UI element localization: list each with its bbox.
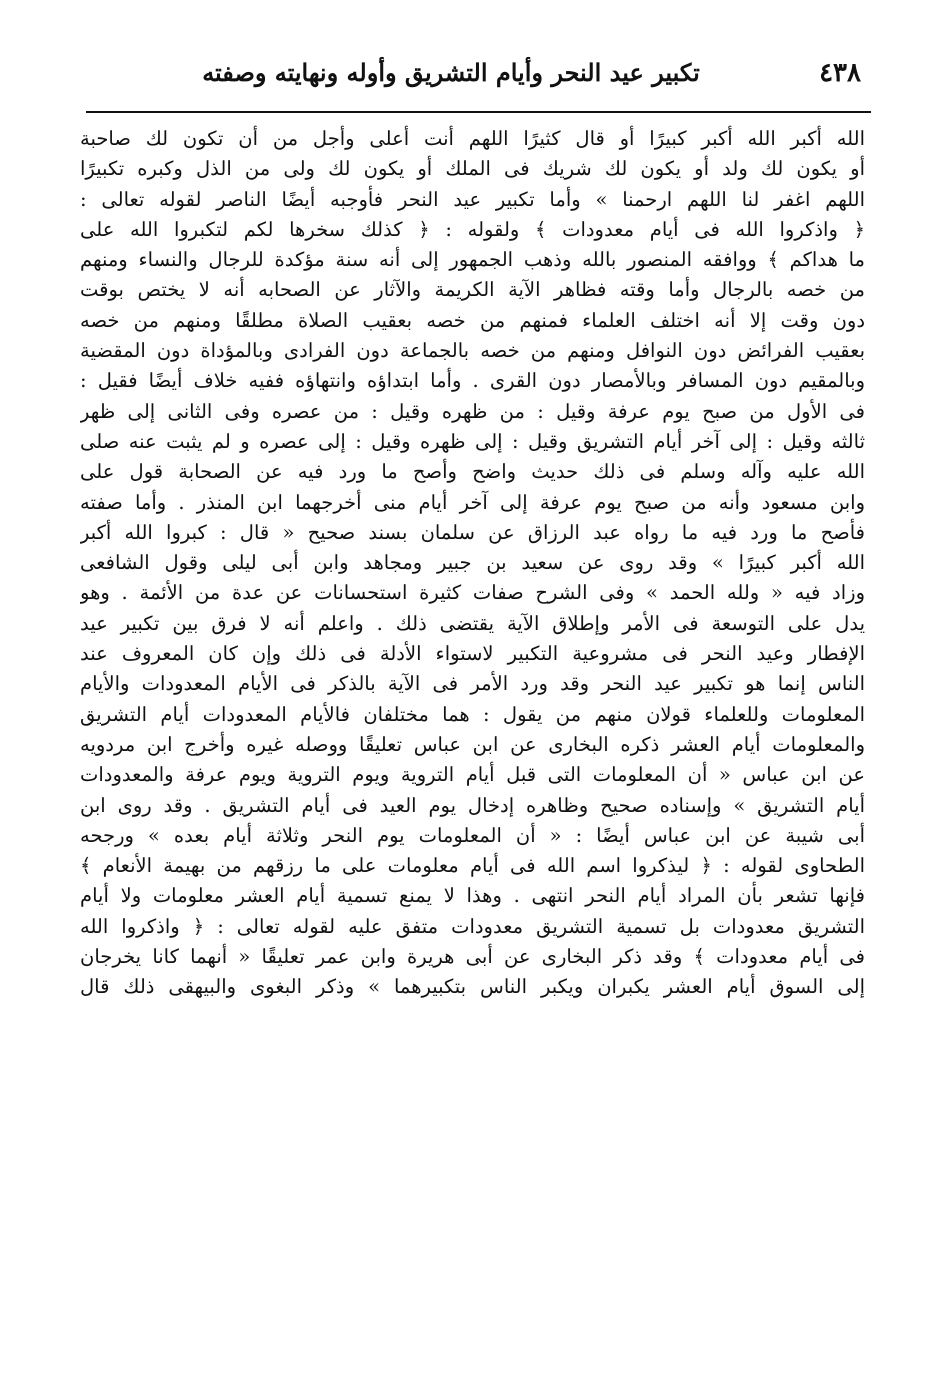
text-line: أو يكون لك ولد أو يكون لك شريك فى الملك أو يكون لك ولى من الذل وكبره تكبيرًا [80,157,865,181]
text-line: المعلومات وللعلماء قولان منهم من يقول : هما مختلفان فالأيام المعدودات أيام التشريق [80,702,865,726]
text-line: ما هداكم ﴾ ووافقه المنصور بالله وذهب الجمهور إلى أنه سنة مؤكدة للرجال والنساء ومنهم [80,248,865,272]
text-line: أيام التشريق » وإسناده صحيح وظاهره إدخال يوم العيد فى أيام التشريق . وقد روى ابن [80,793,865,817]
text-line: إلى السوق أيام العشر يكبران ويكبر الناس بتكبيرهما » وذكر البغوى والبيهقى ذلك قال [80,975,865,999]
running-title: تكبير عيد النحر وأيام التشريق وأوله ونهايته وصفته [202,58,700,87]
text-line: ثالثه وقيل : إلى آخر أيام التشريق وقيل : إلى ظهره وقيل : إلى عصره و لم يثبت عنه صلى [80,429,865,453]
text-line: اللهم اغفر لنا اللهم ارحمنا » وأما تكبير عيد النحر فأوجبه أيضًا الناصر لقوله تعالى : [80,187,865,211]
text-line: أبى شيبة عن ابن عباس أيضًا : « أن المعلومات يوم النحر وثلاثة أيام بعده » ورجحه [80,823,865,847]
text-line: فأصح ما ورد فيه ما رواه عبد الرزاق عن سلمان بسند صحيح « قال : كبروا الله أكبر [80,520,865,544]
text-line: وبالمقيم دون المسافر وبالأمصار دون القرى . وأما ابتداؤه وانتهاؤه ففيه خلاف أيضًا فقيل : [80,369,865,393]
body-text [80,124,865,1003]
text-line: عن ابن عباس « أن المعلومات التى قبل أيام التروية ويوم التروية ويوم عرفة والمعدودات [80,763,865,787]
text-line: وابن مسعود وأنه من صبح يوم عرفة إلى آخر أيام منى أخرجهما ابن المنذر . وأما صفته [80,490,865,514]
header-rule [86,111,871,113]
text-line: الإفطار وعيد النحر فى مشروعية التكبير لاستواء الأدلة فى ذلك وإن كان المعروف عند [80,642,865,666]
text-line: فى الأول من صبح يوم عرفة وقيل : من ظهره وقيل : من عصره وفى الثانى إلى ظهر [80,399,865,423]
text-line: وزاد فيه « ولله الحمد » وفى الشرح صفات كثيرة استحسانات عن عدة من الأئمة . وهو [80,581,865,605]
text-line: الله أكبر كبيرًا » وقد روى عن سعيد بن جبير ومجاهد وابن أبى ليلى وقول الشافعى [80,551,865,575]
text-line: من خصه بالرجال وأما وقته فظاهر الآية الكريمة والآثار عن الصحابه أنه لا يختص بوقت [80,278,865,302]
text-line: فى أيام معدودات ﴾ وقد ذكر البخارى عن أبى هريرة وابن عمر تعليقًا « أنهما كانا يخرجان [80,945,865,969]
text-line: التشريق معدودات بل تسمية التشريق معدودات متفق عليه لقوله تعالى : ﴿ واذكروا الله [80,914,865,938]
text-line: الطحاوى لقوله : ﴿ ليذكروا اسم الله فى أيام معلومات على ما رزقهم من بهيمة الأنعام ﴾ [80,854,865,878]
page-number: ٤٣٨ [819,58,861,88]
page-header [88,52,861,102]
text-line: الله أكبر الله أكبر كبيرًا أو قال كثيرًا اللهم أنت أعلى وأجل من أن تكون لك صاحبة [80,127,865,150]
text-line: فإنها تشعر بأن المراد أيام النحر انتهى . وهذا لا يمنع تسمية أيام العشر معلومات ولا أيام [80,884,865,908]
text-line: ﴿ واذكروا الله فى أيام معدودات ﴾ ولقوله : ﴿ كذلك سخرها لكم لتكبروا الله على [80,217,865,241]
text-line: الله عليه وآله وسلم فى ذلك حديث واضح وأصح ما ورد فيه عن الصحابة قول على [80,460,865,484]
text-line: دون وقت إلا أنه اختلف العلماء فمنهم من خصه بعقيب الصلاة مطلقًا ومنهم من خصه [80,308,865,332]
text-line: الناس إنما هو تكبير عيد النحر وقد ورد الأمر فى الآية بالذكر فى الأيام المعدودات والأيام [80,672,865,696]
text-line: يدل على التوسعة فى الأمر وإطلاق الآية يقتضى ذلك . واعلم أنه لا فرق بين تكبير عيد [80,611,865,635]
text-line: بعقيب الفرائض دون النوافل ومنهم من خصه بالجماعة دون الفرادى وبالمؤداة دون المقضية [80,339,865,363]
text-line: والمعلومات أيام العشر ذكره البخارى عن ابن عباس تعليقًا ووصله غيره وأخرج ابن مردويه [80,732,865,756]
